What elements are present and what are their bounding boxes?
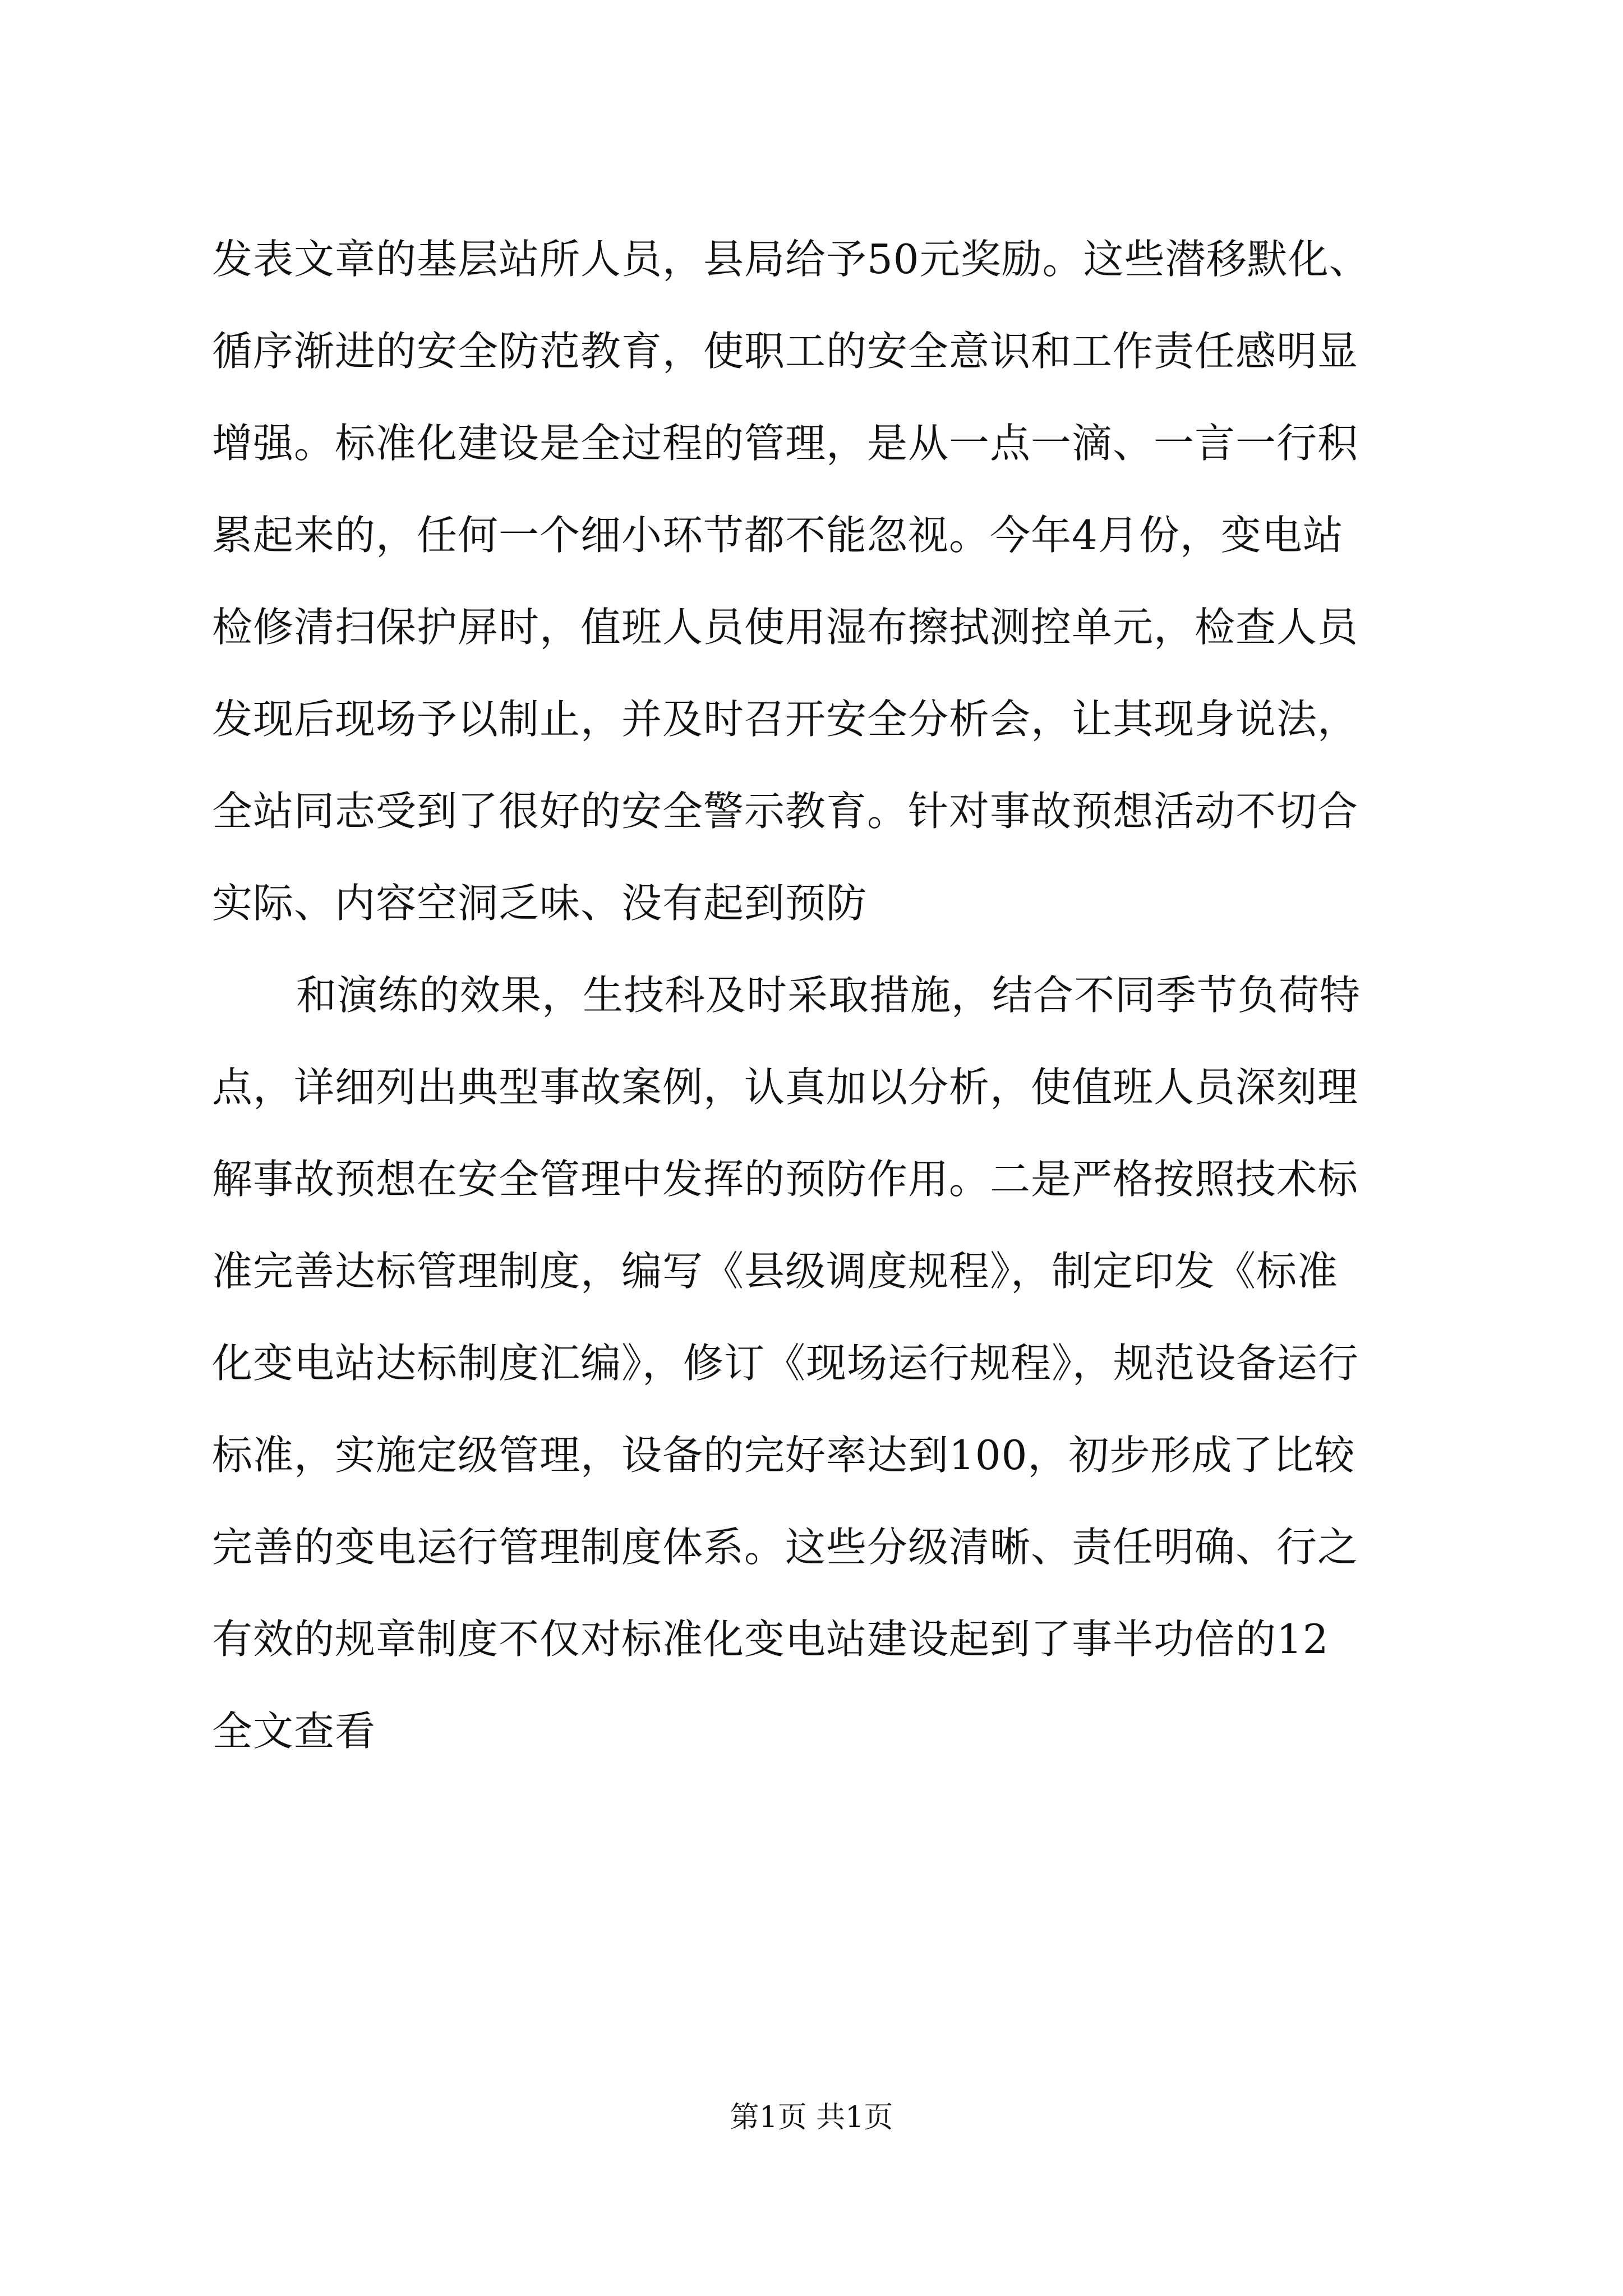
- document-body: [212, 213, 1435, 1777]
- text-line: 有效的规章制度不仅对标准化变电站建设起到了事半功倍的12: [212, 1616, 1329, 1663]
- text-line: 循序渐进的安全防范教育，使职工的安全意识和工作责任感明显: [212, 328, 1359, 375]
- text-line: 点，详细列出典型事故案例，认真加以分析，使值班人员深刻理: [212, 1064, 1359, 1111]
- page-number-footer: 第1页 共1页: [730, 2101, 893, 2134]
- text-line: 发现后现场予以制止，并及时召开安全分析会，让其现身说法，: [212, 696, 1359, 743]
- text-line: 完善的变电运行管理制度体系。这些分级清晰、责任明确、行之: [212, 1524, 1359, 1571]
- text-line: 解事故预想在安全管理中发挥的预防作用。二是严格按照技术标: [212, 1156, 1359, 1203]
- text-line: 发表文章的基层站所人员，县局给予50元奖励。这些潜移默化、: [212, 236, 1370, 283]
- text-line: 累起来的，任何一个细小环节都不能忽视。今年4月份，变电站: [212, 512, 1344, 559]
- text-line: 化变电站达标制度汇编》，修订《现场运行规程》，规范设备运行: [212, 1340, 1359, 1387]
- paragraph-start-line: 和演练的效果，生技科及时采取措施，结合不同季节负荷特: [296, 972, 1361, 1019]
- text-line: 准完善达标管理制度，编写《县级调度规程》，制定印发《标准: [212, 1248, 1339, 1295]
- text-line: 标准，实施定级管理，设备的完好率达到100，初步形成了比较: [212, 1432, 1355, 1479]
- text-line: 实际、内容空洞乏味、没有起到预防: [212, 880, 868, 927]
- text-line: 全文查看: [212, 1708, 376, 1755]
- text-line: 增强。标准化建设是全过程的管理，是从一点一滴、一言一行积: [212, 420, 1359, 467]
- text-line: 检修清扫保护屏时，值班人员使用湿布擦拭测控单元，检查人员: [212, 604, 1359, 651]
- text-line: 全站同志受到了很好的安全警示教育。针对事故预想活动不切合: [212, 788, 1359, 835]
